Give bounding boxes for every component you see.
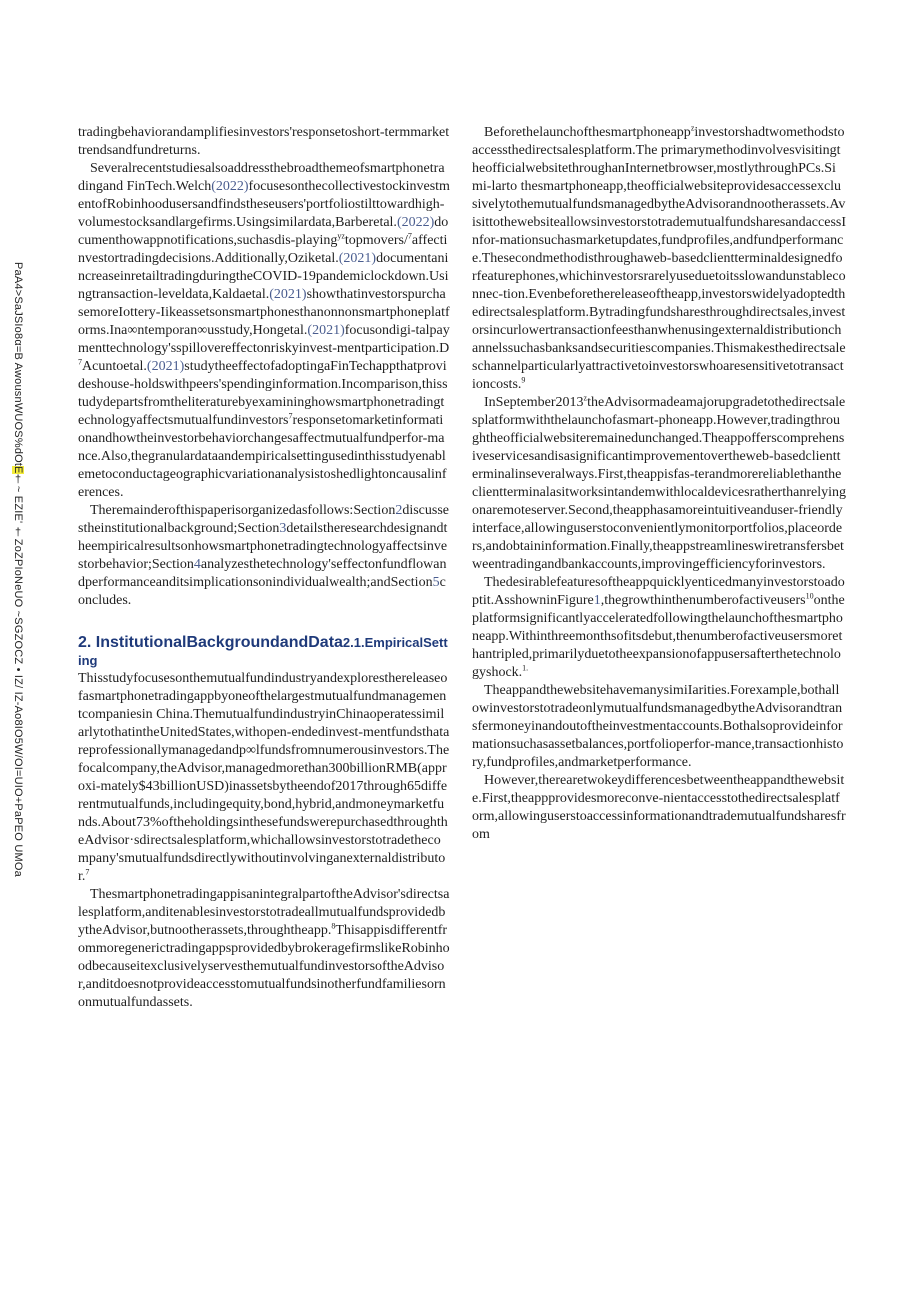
text-run: affectinvestortradingdecisions.Additionally,Oziketal. <box>78 233 448 266</box>
text-run: ThisappisdifferentfrommoregenerictradingappsprovidedbybrokeragefirmslikeRobinhoodbecauseitexclusivelyservesthemutualfundinvestorsoftheAdvisor,anditdoesnotprovideaccesstomutualfundsinotherfundfamiliesornonmutualfundassets. <box>78 923 450 1010</box>
citation-link[interactable]: (2021) <box>269 287 307 302</box>
text-run: InSeptember2013 <box>484 395 584 410</box>
text-run: ,thegrowthinthenumberofactiveusers <box>600 593 806 608</box>
text-run: Beforethelaunchofthesmartphoneapp <box>484 125 691 140</box>
text-run: theAdvisormadeamajorupgradetothedirectsalesplatformwiththelaunchofasmart-phoneapp.However,tradingthroughtheofficialwebsiteremainedunchanged.Theappofferscomprehensiveservicesandisasignificantimprovementovertheweb-basedclientterminalinseveralways.First,theappisfas-terandmorereliablethantheclientterminalasitworksintandemwithlocaldevicesratherthanrelyingonaremoteserver.Second,theapphasamoreintuitiveanduser-friendlyinterface,allowinguserstoconvenientlymonitorportfolios,placeorders,andobtaininformation.Finally,theappstreamlineswiretransfersbetweentradingandbankaccounts,improvingefficiencyforinvestors. <box>472 395 846 572</box>
paragraph: tradingbehaviorandamplifiesinvestors'responsetoshort-termmarkettrendsandfundreturns. <box>78 125 450 158</box>
section-heading <box>78 634 450 670</box>
footnote-marker[interactable]: 10 <box>805 591 814 601</box>
text-run: Thisstudyfocusesonthemutualfundindustryandexploresthereleaseofasmartphonetradingappbyoneofthelargestmutualfundmanagementcompaniesin China.ThemutualfundindustryinChinaoperatessimilarlytothatintheUnitedStates,withopen-endedinvest-mentfundsthatareprofessionallymanagedandp∞lfundsfromnumerousinvestors.Thefocalcompany,theAdvisor,managedmorethan300billionRMB(approxi-mately$43billionUSD)inassetsbytheendof2017through65differentmutualfunds,includingequity,bond,hybrid,andmoneymarketfunds.About73%oftheholdingsinthesefundswerepurchasedthroughtheAdvisor·sdirectsalesplatform,whichallowsinvestorstotradethecompany'smutualfundsdirectlywithoutinvolvinganexternaldistributor. <box>78 671 450 884</box>
footnote-marker[interactable]: z <box>690 123 695 133</box>
citation-link[interactable]: (2021) <box>338 251 377 266</box>
citation-link[interactable]: (2021) <box>146 359 185 374</box>
citation-link[interactable]: (2022) <box>211 179 249 194</box>
text-run: Acuntoetal. <box>82 359 147 374</box>
text-run: focusondigi-talpaymenttechnology'sspillovereffectonriskyinvest-mentparticipation.D <box>78 323 450 356</box>
left-column <box>78 124 450 1012</box>
citation-link[interactable]: (2022) <box>396 215 435 230</box>
sidebar-watermark <box>4 262 24 1002</box>
sidebar-text-after: †~ EZIE' †ZoZPIoNeUO ~SGZOCZ • IZ/ IZ-Ao8IO5W/OI=UIO+PaPEO UMOa <box>12 473 24 877</box>
citation-link[interactable]: 3 <box>279 521 287 536</box>
footnote-marker[interactable]: 9 <box>521 375 526 385</box>
text-run: responsetomarketinformationandhowtheinvestorbehaviorchangesaffectmutualfundperfor-mance.Also,thegranulardataandempiricalsettingusedinthisstudyenablemetoconductageographicvariationanalysistoshedlightoncausalinferences. <box>78 413 447 500</box>
right-column <box>472 124 846 844</box>
footnote-marker[interactable]: 7 <box>407 231 412 241</box>
paragraph: However,therearetwokeydifferencesbetweentheappandthewebsite.First,theappprovidesmoreconve-nientaccesstothedirectsalesplatform,allowinguserstoaccessinformationandtrademutualfundsharesfrom <box>472 773 846 842</box>
sidebar-text-before: PaA4>SaJSIo8α=B AwousnWUOS%dOt <box>12 262 24 467</box>
text-run: topmovers/ <box>344 233 408 248</box>
text-run: ontheplatformsignificantlyacceleratedfollowingthelaunchofthesmartphoneapp.Withinthreemonthsofitsdebut,thenumberofactiveusersmorethantripled,primarilyduetotheexpansionofappusersafterthetechnologyshock. <box>472 593 845 680</box>
text-run: ThesmartphonetradingappisanintegralpartoftheAdvisor'sdirectsalesplatform,anditenablesinvestorstotradeallmutualfundsprovidedbytheAdvisor,butnootherassets,throughtheapp. <box>78 887 450 938</box>
citation-link[interactable]: 2 <box>395 503 403 518</box>
text-run: Thedesirablefeaturesoftheappquicklyenticedmanyinvestorstoadoptit.AsshowninFigure <box>472 575 845 608</box>
paragraph <box>78 886 450 1012</box>
text-run: detailstheresearchdesignandtheempiricalresultsonhowsmartphonetradingtechnologyaffectsinvestorbehavior;Section <box>78 521 448 572</box>
text-run: analyzesthetechnology'seffectonfundflowandperformanceanditsimplicationsonindividualwealth;andSection <box>78 557 447 590</box>
paragraph <box>78 670 450 886</box>
text-run: documenthowappnotifications,suchasdis-playing <box>78 215 449 248</box>
subsection-title: 2.1.EmpiricalSetting <box>78 635 448 668</box>
paragraph <box>472 394 846 574</box>
citation-link[interactable]: 5 <box>432 575 440 590</box>
paragraph <box>472 574 846 682</box>
footnote-marker[interactable]: z <box>583 393 588 403</box>
section-title: 2. InstitutionalBackgroundandData <box>78 634 343 651</box>
text-run: concludes. <box>78 575 446 608</box>
footnote-marker[interactable]: 8 <box>331 921 336 931</box>
citation-link[interactable]: (2021) <box>307 323 345 338</box>
footnote-marker[interactable]: 1. <box>522 663 529 673</box>
text-run: Theremainderofthispaperisorganizedasfollows:Section <box>90 503 396 518</box>
paragraph <box>78 160 450 502</box>
text-run: showthatinvestorspurchasemoreIottery-Iikeassetsonsmartphonesthanonnonsmartphoneplatforms.Ina∞ntemporan∞usstudy,Hongetal. <box>78 287 450 338</box>
sidebar-highlight: E <box>12 466 24 474</box>
footnote-marker[interactable]: 7 <box>85 867 90 877</box>
paragraph <box>78 502 450 610</box>
text-run: documentanincreaseinretailtradingduringtheCOVID-19pandemiclockdown.Usingtransaction-leveldata,Kaldaetal. <box>78 251 449 302</box>
footnote-marker[interactable]: 7 <box>288 411 293 421</box>
text-run: discussestheinstitutionalbackground;Section <box>78 503 449 536</box>
citation-link[interactable]: 4 <box>193 557 201 572</box>
text-run: Severalrecentstudiesalsoaddressthebroadthemeofsmartphonetradingand FinTech.Welch <box>78 161 445 194</box>
footnote-marker[interactable]: 7 <box>78 357 82 367</box>
citation-link[interactable]: 1 <box>593 593 601 608</box>
paragraph <box>472 124 846 394</box>
text-run: focusesonthecollectivestockinvestmentofRobinhoodusersandfindstheseusers'portfoliostilttowardhigh-volumestocksandlargefirms.Usingsimilardata,Barberetal. <box>78 179 450 230</box>
footnote-marker[interactable]: yz <box>337 231 345 241</box>
text-run: studytheeffectofadoptingaFinTechappthatprovideshouse-holdswithpeers'spendinginformation.Incomparison,thisstudydepartsfromtheliteraturebyexamininghowsmartphonetradingtechnologyaffectsmutualfundinvestors <box>78 359 448 428</box>
paragraph: TheappandthewebsitehavemanysimiIarities.Forexample,bothallowinvestorstotradeonlymutualfundsmanagedbytheAdvisorandtransfermoneyinandoutoftheinvestmentaccounts.Bothalsoprovideinformationsuchasassetbalances,portfolioperfor-mance,transactionhistory,fundprofiles,andmarketperformance. <box>472 683 844 770</box>
text-run: investorshadtwomethodstoaccessthedirectsalesplatform.The primarymethodinvolvesvisitingtheofficialwebsitethroughanInternetbrowser,mostlythroughPCs.Simi-larto thesmartphoneapp,theofficialwebsiteprovidesaccessexclusivelytothemutualfundsmanagedbytheAdvisorandnootherassets.AvisittothewebsiteallowsinvestorstotrademutualfundsharesandaccessInfor-mationsuchasmarketupdates,fundprofiles,andfundperformance.Thesecondmethodisthroughaweb-basedclientterminaldesignedforfeaturephones,whichinvestorsrarelyuseduetoitsslowandunstableconnec-tion.Evenbeforethereleaseoftheapp,investorswidelyadoptedthedirectsalesplatform.Bytradingfundsharesthroughdirectsales,investorsincurlowertransactionfeesthanwhenusingexternaldistributionchannelssuchasbanksandsecuritiescompanies.Thismakesthedirectsaleschannelparticularlyattractivetoinvestorswhoaresensitivetotransactioncosts. <box>472 125 847 392</box>
